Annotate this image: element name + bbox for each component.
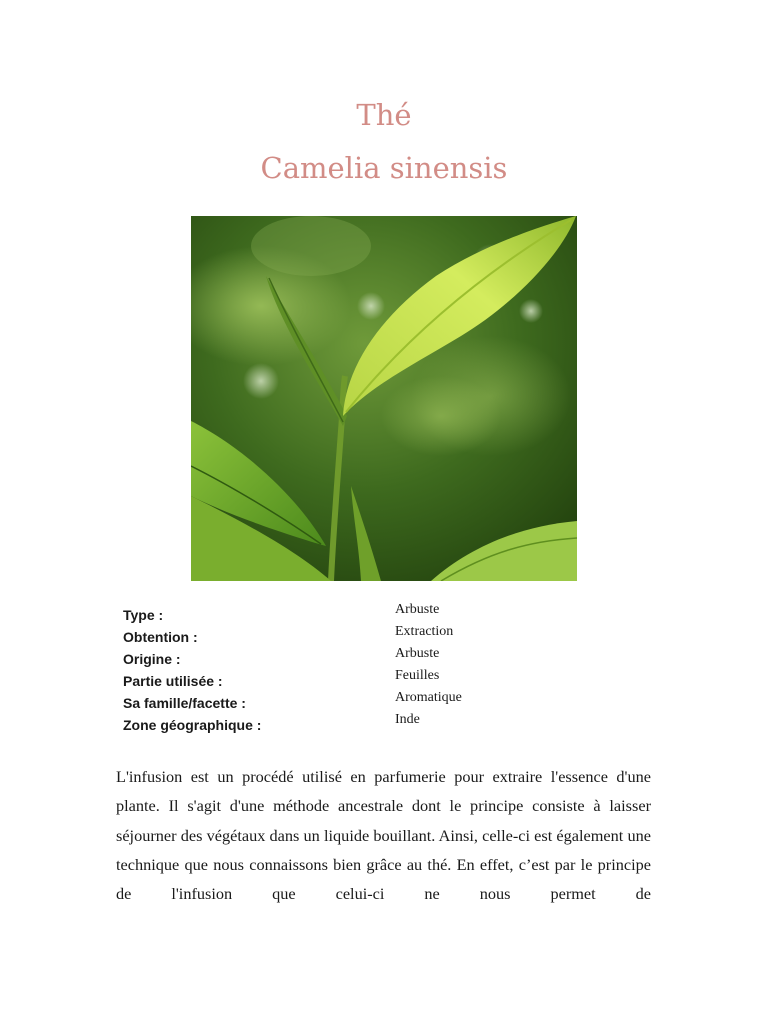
spec-value-obtention: Extraction: [395, 624, 454, 639]
spec-value-zone: Inde: [395, 712, 420, 727]
spec-values: [395, 599, 462, 731]
spec-value-type: Arbuste: [395, 602, 440, 617]
spec-value-origine: Arbuste: [395, 646, 440, 661]
spec-label-origine: Origine :: [123, 651, 181, 667]
body-paragraph: L'infusion est un procédé utilisé en parfumerie pour extraire l'essence d'une plante. Il s'agit d'une méthode ancestrale dont le principe consiste à laisser séjourner des végétaux dans un liquide bouillant. Ainsi, celle-ci est également une technique que nous connaissons bien grâce au thé. En effet, c’est par le principe de l'infusion que celui-ci ne nous permet de: [116, 767, 651, 904]
spec-labels: [123, 604, 261, 736]
page-subtitle: Camelia sinensis: [260, 151, 508, 185]
spec-value-famille: Aromatique: [395, 690, 462, 705]
spec-label-type: Type :: [123, 607, 164, 623]
tea-leaf-photo: [191, 216, 577, 581]
spec-label-obtention: Obtention :: [123, 629, 198, 645]
spec-table: [0, 604, 768, 744]
spec-label-famille: Sa famille/facette :: [123, 695, 246, 711]
spec-label-zone: Zone géographique :: [123, 717, 262, 733]
spec-value-partie: Feuilles: [395, 668, 440, 683]
spec-label-partie: Partie utilisée :: [123, 673, 223, 689]
page-title: Thé: [356, 98, 412, 132]
